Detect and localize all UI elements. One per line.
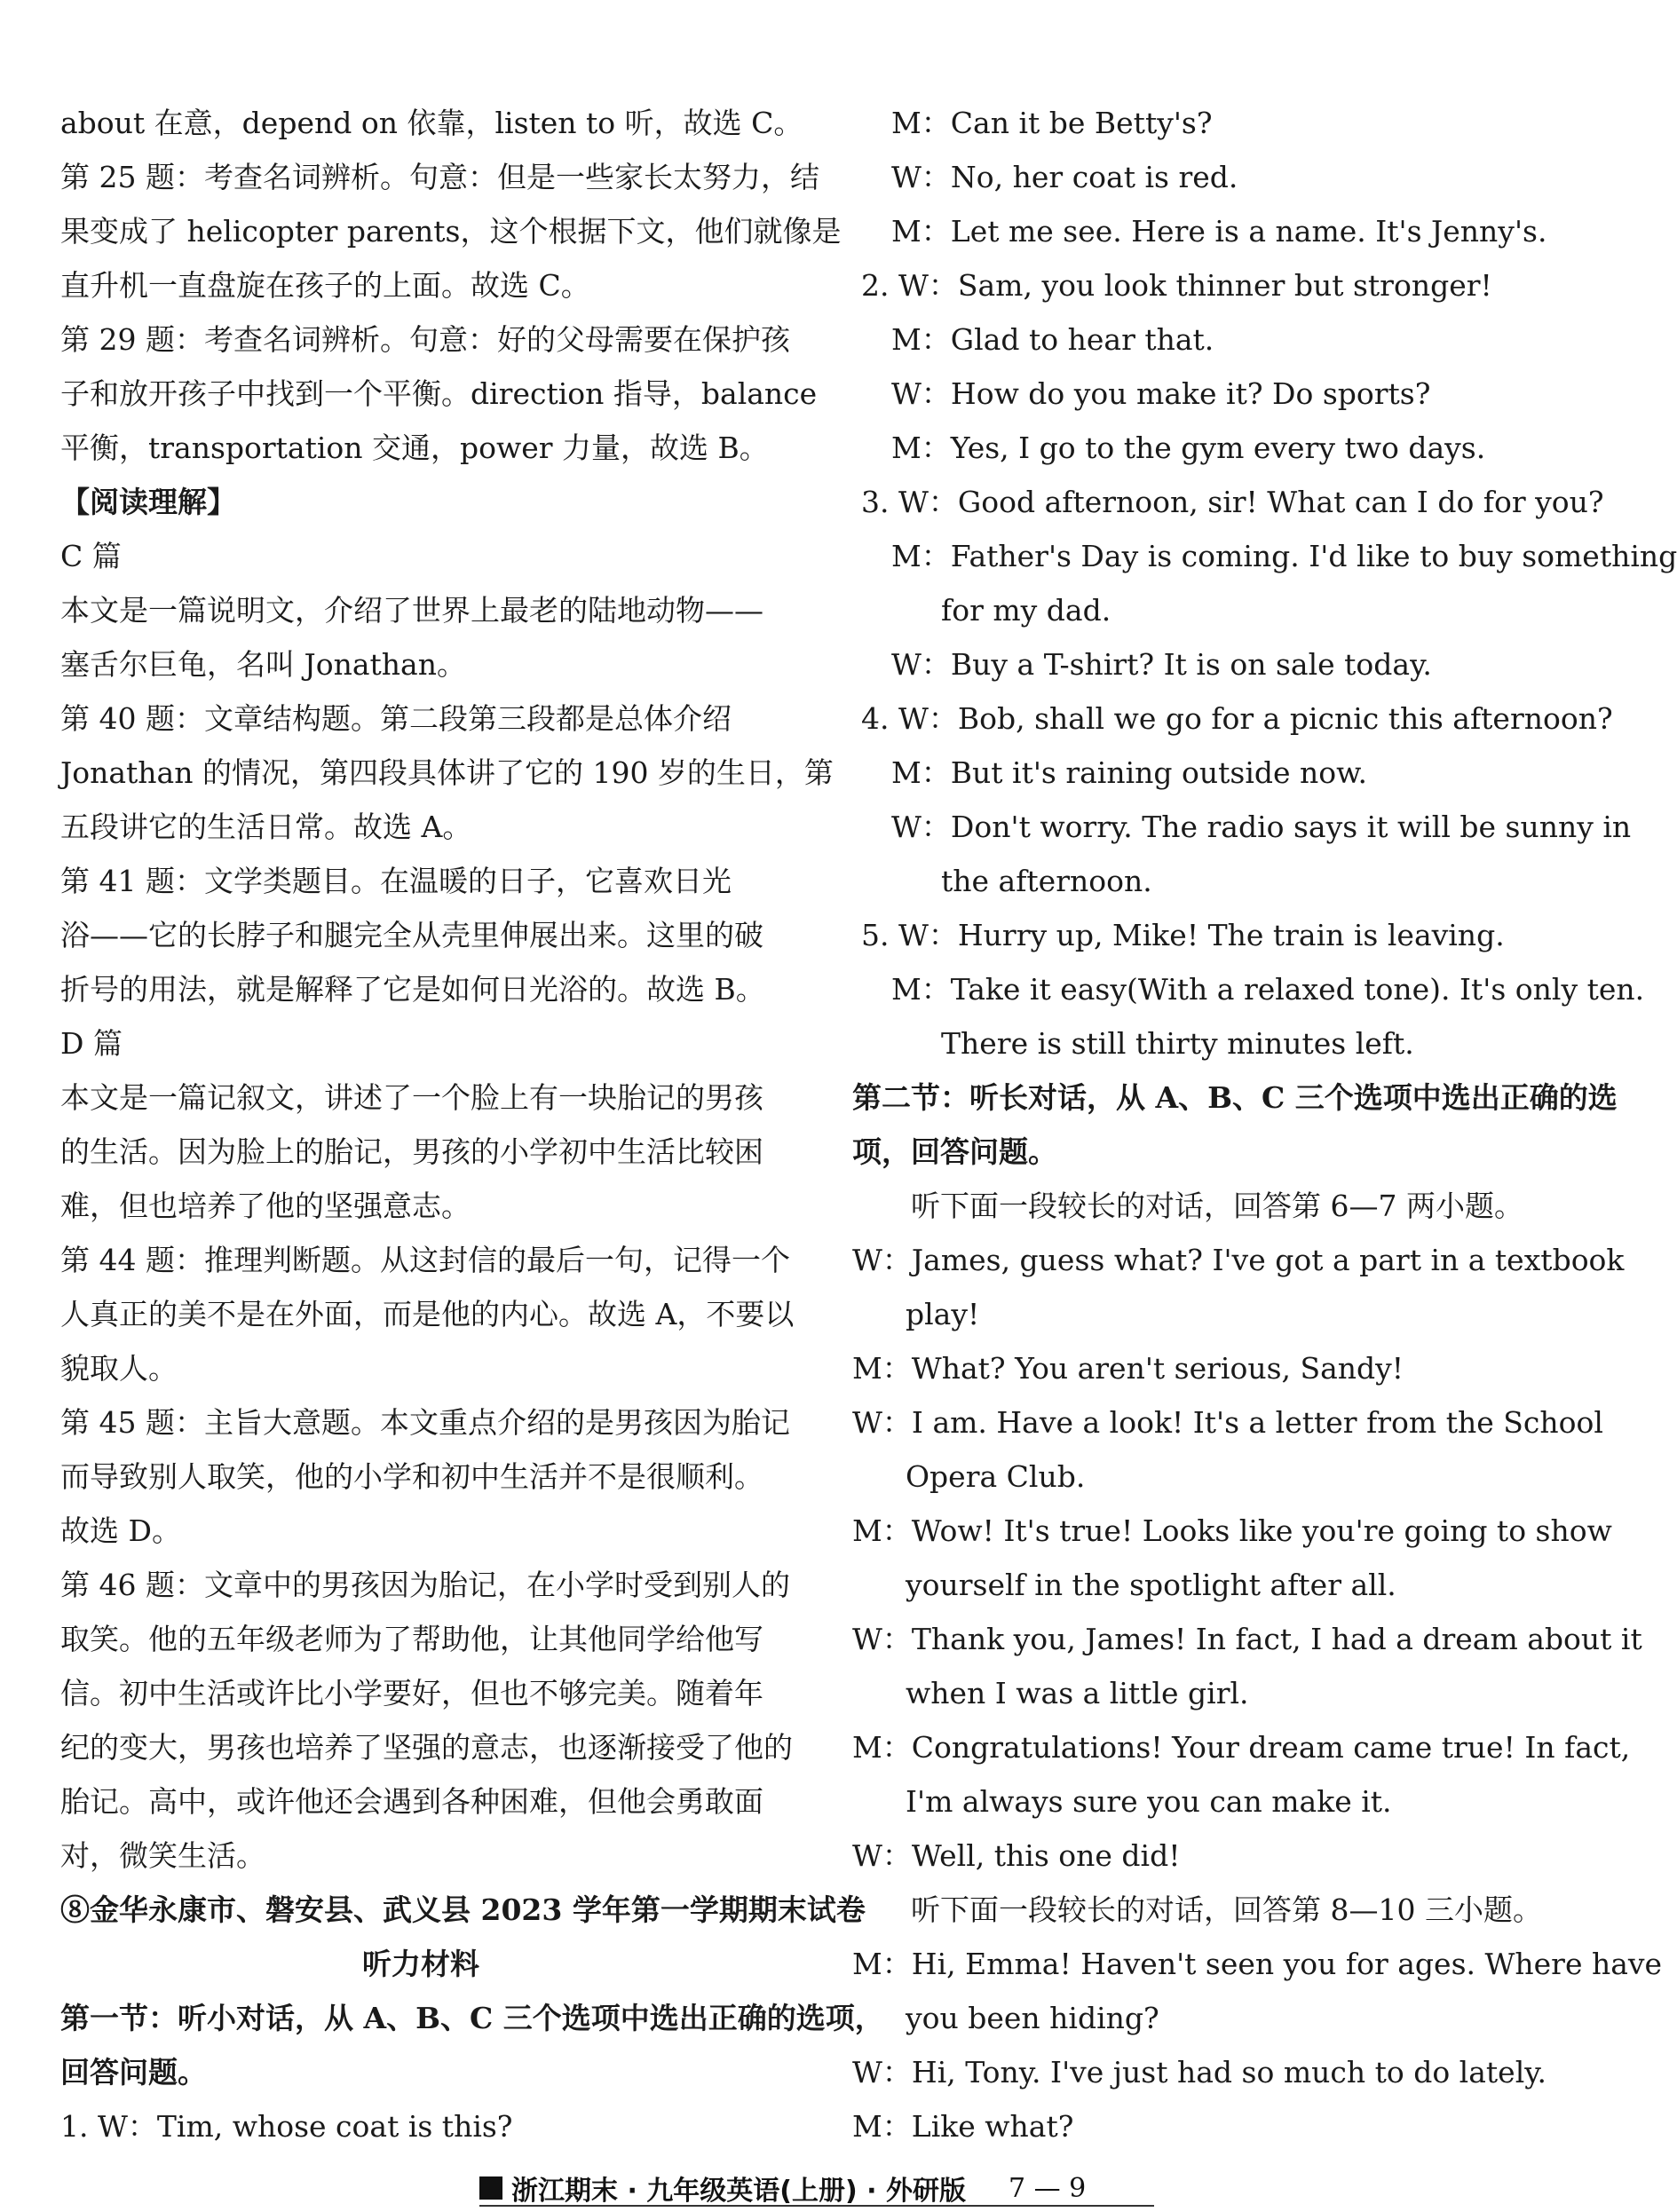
text-line: M：But it's raining outside now. (891, 755, 1367, 790)
text-line: 听力材料 (362, 1947, 479, 1981)
page-number: 7 — 9 (1009, 2172, 1087, 2204)
text-line: 五段讲它的生活日常。故选 A。 (60, 810, 472, 844)
text-line: 对，微笑生活。 (60, 1838, 265, 1873)
text-line: 2. W：Sam, you look thinner but stronger! (861, 268, 1492, 303)
text-line: W：Don't worry. The radio says it will be sunny in (891, 810, 1632, 844)
text-line: 塞舌尔巨龟，名叫 Jonathan。 (60, 647, 466, 682)
footer-title: 浙江期末 · 九年级英语(上册) · 外研版 (511, 2176, 966, 2207)
text-line: 貌取人。 (60, 1351, 178, 1386)
text-line: Opera Club. (906, 1459, 1086, 1494)
text-line: 本文是一篇说明文，介绍了世界上最老的陆地动物—— (60, 593, 763, 628)
text-line: 人真正的美不是在外面，而是他的内心。故选 A，不要以 (60, 1297, 795, 1331)
text-line: 第 46 题：文章中的男孩因为胎记，在小学时受到别人的 (60, 1568, 790, 1602)
text-line: W：No, her coat is red. (891, 160, 1238, 194)
text-line: There is still thirty minutes left. (941, 1026, 1414, 1061)
text-line: W：Hi, Tony. I've just had so much to do lately. (852, 2055, 1547, 2090)
text-line: 第 45 题：主旨大意题。本文重点介绍的是男孩因为胎记 (60, 1405, 790, 1440)
text-line: for my dad. (941, 593, 1111, 628)
text-line: 的生活。因为脸上的胎记，男孩的小学初中生活比较困 (60, 1134, 763, 1169)
text-line: M：What? You aren't serious, Sandy! (852, 1351, 1404, 1386)
text-line: 3. W：Good afternoon, sir! What can I do for you? (861, 485, 1604, 519)
text-line: 第一节：听小对话，从 A、B、C 三个选项中选出正确的选项， (60, 2001, 884, 2035)
text-line: 第二节：听长对话，从 A、B、C 三个选项中选出正确的选 (852, 1080, 1618, 1115)
text-line: 而导致别人取笑，他的小学和初中生活并不是很顺利。 (60, 1459, 763, 1494)
text-line: M：Yes, I go to the gym every two days. (891, 431, 1486, 465)
left-column (60, 96, 884, 2153)
text-line: W：Buy a T-shirt? It is on sale today. (891, 647, 1432, 682)
text-line: 折号的用法，就是解释了它是如何日光浴的。故选 B。 (60, 972, 765, 1007)
text-line: 纪的变大，男孩也培养了坚强的意志，也逐渐接受了他的 (60, 1730, 793, 1765)
right-column (852, 96, 1677, 2153)
text-line: 胎记。高中，或许他还会遇到各种困难，但他会勇敢面 (60, 1784, 763, 1819)
text-line: M：Like what? (852, 2109, 1074, 2144)
text-line: 取笑。他的五年级老师为了帮助他，让其他同学给他写 (60, 1622, 763, 1656)
text-line: Jonathan 的情况，第四段具体讲了它的 190 岁的生日，第 (60, 755, 834, 790)
text-line: W：James, guess what? I've got a part in a textbook (852, 1243, 1625, 1277)
text-line: M：Wow! It's true! Looks like you're going to show (852, 1513, 1612, 1548)
text-line: 项，回答问题。 (852, 1134, 1057, 1169)
text-line: M：Hi, Emma! Haven't seen you for ages. Where have (852, 1947, 1663, 1981)
text-line: 听下面一段较长的对话，回答第 8—10 三小题。 (911, 1892, 1542, 1927)
text-line: 第 44 题：推理判断题。从这封信的最后一句，记得一个 (60, 1243, 790, 1277)
text-line: M：Glad to hear that. (891, 322, 1214, 357)
text-line: 第 25 题：考查名词辨析。句意：但是一些家长太努力，结 (60, 160, 819, 194)
text-line: 果变成了 helicopter parents，这个根据下文，他们就像是 (60, 214, 842, 249)
text-line: 本文是一篇记叙文，讲述了一个脸上有一块胎记的男孩 (60, 1080, 763, 1115)
text-line: M：Father's Day is coming. I'd like to buy something (891, 539, 1677, 573)
text-line: 第 29 题：考查名词辨析。句意：好的父母需要在保护孩 (60, 322, 790, 357)
text-line: yourself in the spotlight after all. (906, 1568, 1396, 1602)
text-line: W：Thank you, James! In fact, I had a dream about it (852, 1622, 1642, 1656)
text-line: 4. W：Bob, shall we go for a picnic this afternoon? (861, 701, 1613, 736)
text-line: 5. W：Hurry up, Mike! The train is leaving. (861, 918, 1505, 952)
text-line: play! (906, 1297, 980, 1331)
text-line: 难，但也培养了他的坚强意志。 (60, 1189, 471, 1223)
text-line: I'm always sure you can make it. (906, 1784, 1392, 1819)
text-line: 子和放开孩子中找到一个平衡。direction 指导，balance (60, 376, 818, 411)
text-line: 第 40 题：文章结构题。第二段第三段都是总体介绍 (60, 701, 732, 736)
text-line: 1. W：Tim, whose coat is this? (60, 2109, 513, 2144)
text-line: when I was a little girl. (906, 1676, 1249, 1710)
text-line: 浴——它的长脖子和腿完全从壳里伸展出来。这里的破 (60, 918, 763, 952)
text-line: 平衡，transportation 交通，power 力量，故选 B。 (60, 431, 769, 465)
text-line: 直升机一直盘旋在孩子的上面。故选 C。 (60, 268, 590, 303)
text-line: ⑧金华永康市、磐安县、武义县 2023 学年第一学期期末试卷 (60, 1892, 866, 1927)
text-line: W：I am. Have a look! It's a letter from the School (852, 1405, 1603, 1440)
text-line: 【阅读理解】 (60, 485, 236, 519)
text-line: W：Well, this one did! (852, 1838, 1181, 1873)
text-line: 故选 D。 (60, 1513, 181, 1548)
text-line: M：Congratulations! Your dream came true! In fact, (852, 1730, 1631, 1765)
text-line: M：Take it easy(With a relaxed tone). It's only ten. (891, 972, 1645, 1007)
text-line: you been hiding? (906, 2001, 1159, 2035)
text-line: 回答问题。 (60, 2055, 207, 2090)
text-line: 第 41 题：文学类题目。在温暖的日子，它喜欢日光 (60, 864, 732, 898)
text-line: M：Can it be Betty's? (891, 106, 1213, 140)
text-line: about 在意，depend on 依靠，listen to 听，故选 C。 (60, 106, 803, 140)
text-line: M：Let me see. Here is a name. It's Jenny's. (891, 214, 1547, 249)
text-line: the afternoon. (941, 864, 1152, 898)
book-icon (479, 2176, 502, 2200)
text-line: C 篇 (60, 539, 122, 573)
text-line: 听下面一段较长的对话，回答第 6—7 两小题。 (911, 1189, 1523, 1223)
text-line: 信。初中生活或许比小学要好，但也不够完美。随着年 (60, 1676, 763, 1710)
page-footer (479, 2171, 1154, 2207)
text-line: D 篇 (60, 1026, 123, 1061)
text-line: W：How do you make it? Do sports? (891, 376, 1431, 411)
